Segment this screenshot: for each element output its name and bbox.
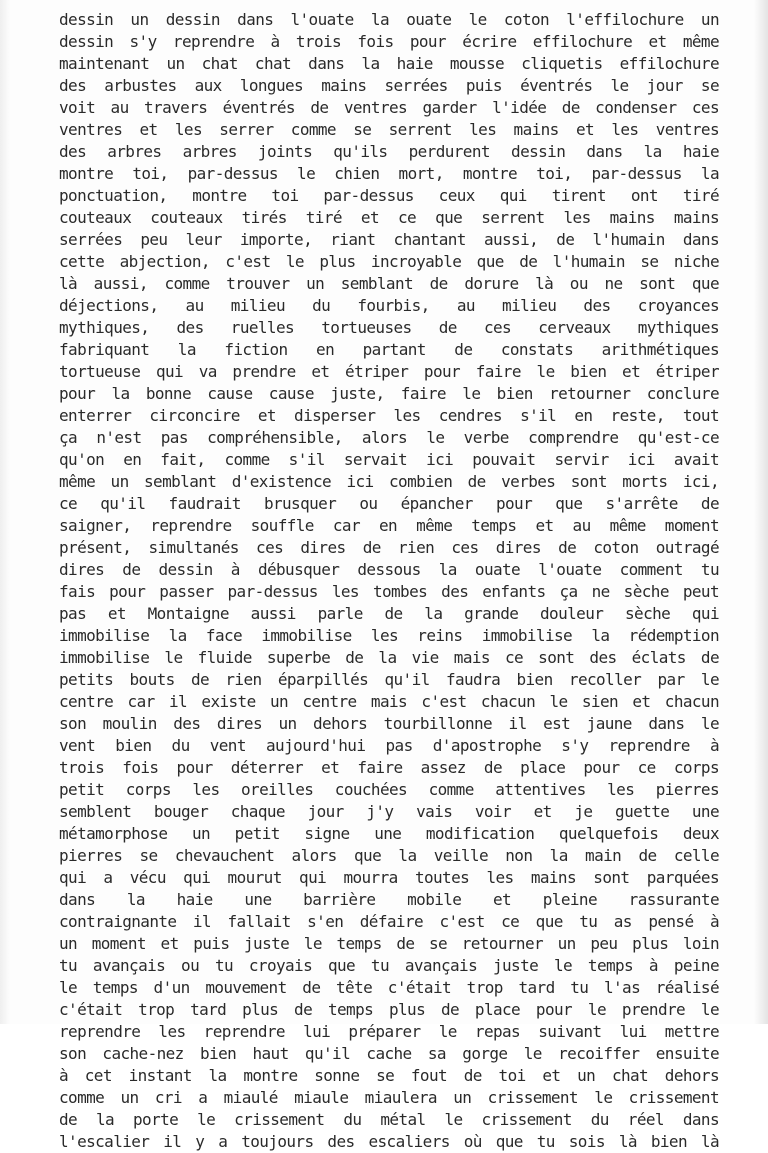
text-line: immobilise la face immobilise les reins immobilise la rédemption: [59, 626, 719, 645]
text-line: son cache-nez bien haut qu'il cache sa gorge le recoiffer ensuite: [59, 1044, 719, 1063]
text-line: dans la haie une barrière mobile et pleine rassurante: [59, 890, 719, 909]
body-text: [59, 9, 719, 1153]
text-line: à cet instant la montre sonne se fout de toi et un chat dehors: [59, 1066, 719, 1085]
text-line: ce qu'il faudrait brusquer ou épancher pour que s'arrête de: [59, 494, 719, 513]
text-line: tu avançais ou tu croyais que tu avançais juste le temps à peine: [59, 956, 719, 975]
text-line: vent bien du vent aujourd'hui pas d'apostrophe s'y reprendre à: [59, 736, 719, 755]
text-line: pas et Montaigne aussi parle de la grande douleur sèche qui: [59, 604, 719, 623]
page-edge-shadow-left: [0, 0, 10, 1024]
text-line: montre toi, par-dessus le chien mort, montre toi, par-dessus la: [59, 164, 719, 183]
text-line: fabriquant la fiction en partant de constats arithmétiques: [59, 340, 719, 359]
text-line: c'était trop tard plus de temps plus de place pour le prendre le: [59, 1000, 719, 1019]
text-line: petit corps les oreilles couchées comme attentives les pierres: [59, 780, 719, 799]
text-line: dessin un dessin dans l'ouate la ouate le coton l'effilochure un: [59, 10, 719, 29]
text-line: pour la bonne cause cause juste, faire le bien retourner conclure: [59, 384, 719, 403]
text-line: semblent bouger chaque jour j'y vais voir et je guette une: [59, 802, 719, 821]
text-line: petits bouts de rien éparpillés qu'il faudra bien recoller par le: [59, 670, 719, 689]
text-line: centre car il existe un centre mais c'est chacun le sien et chacun: [59, 692, 719, 711]
text-line: couteaux couteaux tirés tiré et ce que serrent les mains mains: [59, 208, 719, 227]
text-line: ventres et les serrer comme se serrent les mains et les ventres: [59, 120, 719, 139]
text-line: le temps d'un mouvement de tête c'était trop tard tu l'as réalisé: [59, 978, 719, 997]
text-line: fais pour passer par-dessus les tombes des enfants ça ne sèche peut: [59, 582, 719, 601]
text-line: son moulin des dires un dehors tourbillonne il est jaune dans le: [59, 714, 719, 733]
text-line: l'escalier il y a toujours des escaliers où que tu sois là bien là: [59, 1132, 719, 1151]
text-line: cette abjection, c'est le plus incroyable que de l'humain se niche: [59, 252, 719, 271]
text-line: déjections, au milieu du fourbis, au milieu des croyances: [59, 296, 719, 315]
text-line: des arbres arbres joints qu'ils perdurent dessin dans la haie: [59, 142, 719, 161]
text-line: maintenant un chat chat dans la haie mousse cliquetis effilochure: [59, 54, 719, 73]
text-line: comme un cri a miaulé miaule miaulera un crissement le crissement: [59, 1088, 719, 1107]
text-line: dires de dessin à débusquer dessous la ouate l'ouate comment tu: [59, 560, 719, 579]
text-line: voit au travers éventrés de ventres garder l'idée de condenser ces: [59, 98, 719, 117]
text-line: qui a vécu qui mourut qui mourra toutes les mains sont parquées: [59, 868, 719, 887]
page-edge-shadow-right: [754, 0, 768, 1024]
text-line: reprendre les reprendre lui préparer le repas suivant lui mettre: [59, 1022, 719, 1041]
text-line: contraignante il fallait s'en défaire c'est ce que tu as pensé à: [59, 912, 719, 931]
text-line: qu'on en fait, comme s'il servait ici pouvait servir ici avait: [59, 450, 719, 469]
text-line: tortueuse qui va prendre et étriper pour faire le bien et étriper: [59, 362, 719, 381]
text-line: là aussi, comme trouver un semblant de dorure là ou ne sont que: [59, 274, 719, 293]
text-line: présent, simultanés ces dires de rien ces dires de coton outragé: [59, 538, 719, 557]
text-line: des arbustes aux longues mains serrées puis éventrés le jour se: [59, 76, 719, 95]
text-line: serrées peu leur importe, riant chantant aussi, de l'humain dans: [59, 230, 719, 249]
text-line: pierres se chevauchent alors que la veille non la main de celle: [59, 846, 719, 865]
text-line: saigner, reprendre souffle car en même temps et au même moment: [59, 516, 719, 535]
text-line: trois fois pour déterrer et faire assez de place pour ce corps: [59, 758, 719, 777]
text-line: mythiques, des ruelles tortueuses de ces cerveaux mythiques: [59, 318, 719, 337]
text-line: même un semblant d'existence ici combien de verbes sont morts ici,: [59, 472, 719, 491]
text-line: dessin s'y reprendre à trois fois pour écrire effilochure et même: [59, 32, 719, 51]
text-line: immobilise le fluide superbe de la vie mais ce sont des éclats de: [59, 648, 719, 667]
text-line: de la porte le crissement du métal le crissement du réel dans: [59, 1110, 719, 1129]
text-line: ça n'est pas compréhensible, alors le verbe comprendre qu'est-ce: [59, 428, 719, 447]
text-line: ponctuation, montre toi par-dessus ceux qui tirent ont tiré: [59, 186, 719, 205]
text-line: un moment et puis juste le temps de se retourner un peu plus loin: [59, 934, 719, 953]
text-line: métamorphose un petit signe une modification quelquefois deux: [59, 824, 719, 843]
text-line: enterrer circoncire et disperser les cendres s'il en reste, tout: [59, 406, 719, 425]
